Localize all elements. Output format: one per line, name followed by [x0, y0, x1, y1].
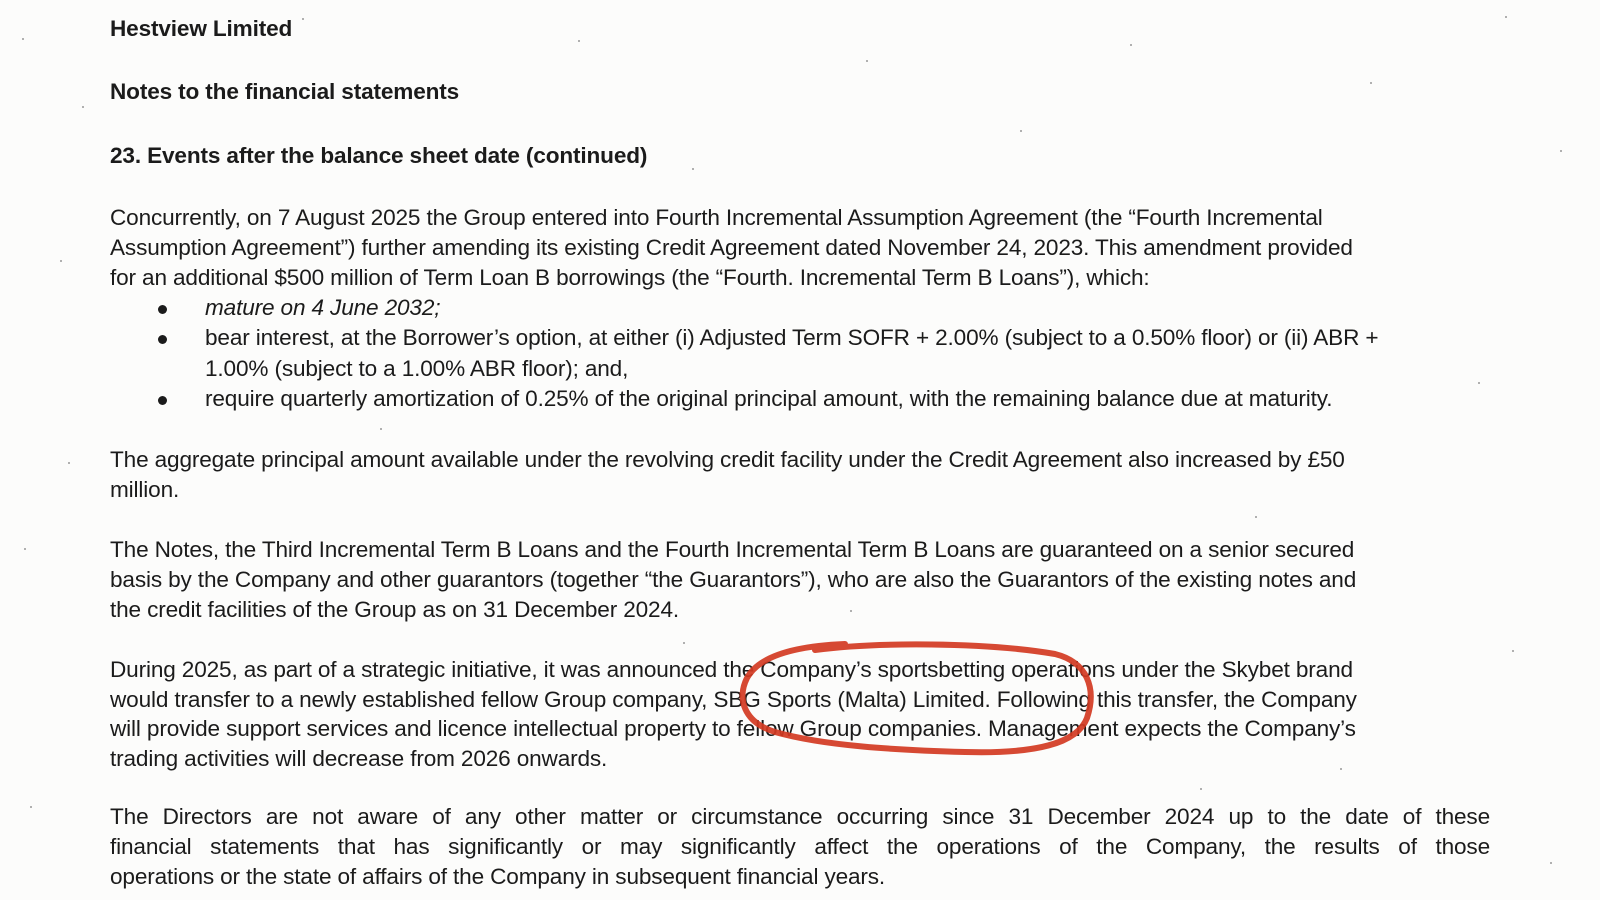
section-title: Notes to the financial statements [110, 79, 460, 104]
paragraph-4-line: would transfer to a newly established fellow Group company, SBG Sports (Malta) Limited. Following this transfer, the Company [110, 687, 1357, 712]
scan-speck [1020, 130, 1022, 132]
paragraph-2-line: million. [110, 477, 180, 502]
scan-speck [22, 38, 24, 40]
scan-speck [24, 548, 26, 550]
paragraph-4-line: will provide support services and licence intellectual property to fellow Group companies. Management expects the Company’s [110, 716, 1356, 741]
scan-speck [1478, 382, 1480, 384]
paragraph-3-line: basis by the Company and other guarantors (together “the Guarantors”), who are also the Guarantors of the existing notes and [110, 567, 1357, 592]
paragraph-4-line: During 2025, as part of a strategic initiative, it was announced the Company’s sportsbetting operations under the Skybet brand [110, 657, 1353, 682]
scan-speck [850, 610, 852, 612]
scan-speck [1255, 516, 1257, 518]
scan-speck [380, 428, 382, 430]
scan-speck [683, 642, 685, 644]
scan-speck [692, 168, 694, 170]
scan-speck [1550, 862, 1552, 864]
scan-speck [68, 462, 70, 464]
scan-speck [1505, 16, 1507, 18]
scan-speck [1130, 44, 1132, 46]
scan-speck [1370, 82, 1372, 84]
scan-speck [302, 18, 304, 20]
paragraph-5-line: The Directors are not aware of any other matter or circumstance occurring since 31 December 2024 up to the date of these [110, 804, 1490, 829]
scan-speck [578, 40, 580, 42]
scan-speck [1560, 150, 1562, 152]
bullet-icon [158, 305, 167, 314]
paragraph-4-line: trading activities will decrease from 2026 onwards. [110, 746, 608, 771]
bullet-icon [158, 396, 167, 405]
bullet-item-continued: 1.00% (subject to a 1.00% ABR floor); and, [205, 356, 629, 381]
paragraph-2-line: The aggregate principal amount available under the revolving credit facility under the Credit Agreement also increased by £50 [110, 447, 1345, 472]
scan-speck [60, 260, 62, 262]
paragraph-1-line: Assumption Agreement”) further amending its existing Credit Agreement dated November 24, 2023. This amendment provided [110, 235, 1353, 260]
note-heading: 23. Events after the balance sheet date (continued) [110, 143, 648, 168]
paragraph-5-line: financial statements that has significantly or may significantly affect the operations of the Company, the results of those [110, 834, 1490, 859]
paragraph-5-line: operations or the state of affairs of the Company in subsequent financial years. [110, 864, 886, 889]
bullet-item: bear interest, at the Borrower’s option, at either (i) Adjusted Term SOFR + 2.00% (subject to a 0.50% floor) or (ii) ABR + [205, 325, 1379, 350]
scan-speck [1200, 788, 1202, 790]
scan-speck [82, 106, 84, 108]
paragraph-3-line: The Notes, the Third Incremental Term B Loans and the Fourth Incremental Term B Loans are guaranteed on a senior secured [110, 537, 1355, 562]
bullet-icon [158, 335, 167, 344]
company-name: Hestview Limited [110, 16, 293, 41]
paragraph-1-line: for an additional $500 million of Term Loan B borrowings (the “Fourth. Incremental Term B Loans”), which: [110, 265, 1150, 290]
scan-speck [866, 60, 868, 62]
scan-speck [1340, 768, 1342, 770]
paragraph-1-line: Concurrently, on 7 August 2025 the Group entered into Fourth Incremental Assumption Agreement (the “Fourth Incremental [110, 205, 1323, 230]
paragraph-3-line: the credit facilities of the Group as on 31 December 2024. [110, 597, 680, 622]
bullet-item: mature on 4 June 2032; [205, 295, 441, 320]
scan-speck [1512, 650, 1514, 652]
scan-speck [30, 806, 32, 808]
bullet-item: require quarterly amortization of 0.25% of the original principal amount, with the remaining balance due at maturity. [205, 386, 1333, 411]
